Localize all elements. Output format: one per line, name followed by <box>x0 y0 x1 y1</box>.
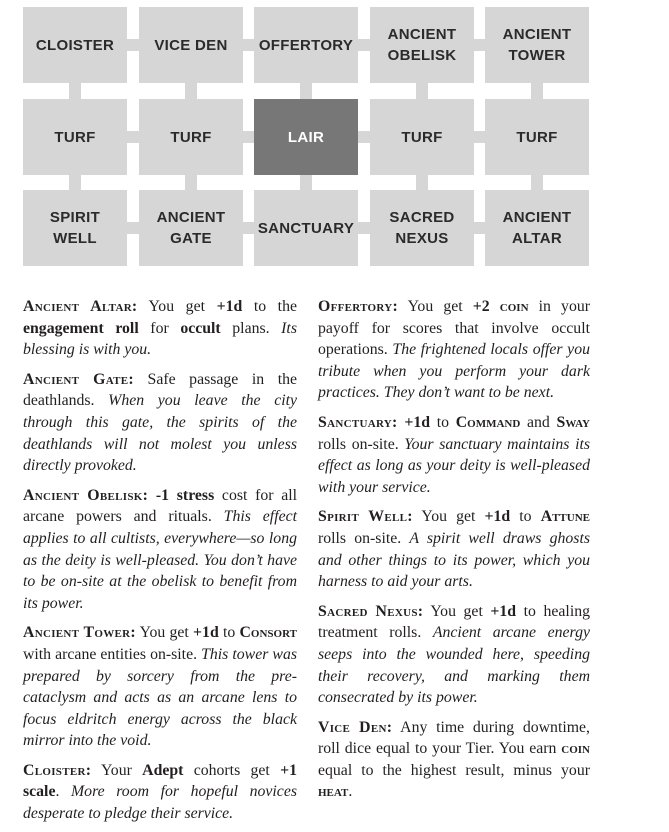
entry-ancient-obelisk <box>23 485 297 615</box>
entry-bold: engagement roll <box>23 319 139 337</box>
entry-bold: +2 <box>472 298 490 315</box>
entry-flavor: The frightened locals offer you tribute when you perform your dark practices. They don’t want to be next. <box>318 341 590 402</box>
connector <box>531 83 543 99</box>
claim-ancient-tower: ANCIENT TOWER <box>485 7 589 83</box>
claim-turf: TURF <box>139 99 243 175</box>
claim-turf: TURF <box>485 99 589 175</box>
entry-resource: coin <box>561 740 590 758</box>
entry-sanctuary <box>318 412 590 498</box>
entry-text <box>490 298 500 315</box>
entry-offertory <box>318 296 590 404</box>
entry-bold: occult <box>180 319 221 337</box>
claim-sanctuary: SANCTUARY <box>254 190 358 266</box>
entry-text: rolls on-site. <box>318 435 405 453</box>
entry-text: to healing treatment rolls. <box>318 602 590 642</box>
entry-term: Spirit Well: <box>318 508 413 526</box>
entry-term: Offertory: <box>318 298 399 315</box>
entry-text: . <box>348 783 353 801</box>
entry-bold: +1d <box>490 602 517 620</box>
connector <box>300 175 312 190</box>
claim-turf: TURF <box>370 99 474 175</box>
claim-spirit-well: SPIRIT WELL <box>23 190 127 266</box>
entry-text: You get <box>423 602 491 620</box>
connector <box>185 83 197 99</box>
entry-text: cohorts get <box>183 761 281 779</box>
entry-text: You get <box>412 508 485 526</box>
entry-resource: heat <box>318 783 349 801</box>
claim-turf: TURF <box>23 99 127 175</box>
connector <box>69 83 81 99</box>
entry-resource: coin <box>499 298 529 315</box>
entry-term: Sanctuary: <box>318 413 398 431</box>
claim-cloister: CLOISTER <box>23 7 127 83</box>
connector <box>185 175 197 190</box>
entry-action: Command <box>455 413 521 431</box>
entry-text: You get <box>137 298 217 315</box>
entry-text: . <box>55 783 72 801</box>
entry-text: with arcane entities on-site. <box>23 645 202 663</box>
entry-action: Sway <box>556 413 590 431</box>
claim-ancient-gate: ANCIENT GATE <box>139 190 243 266</box>
entry-ancient-altar <box>23 296 297 361</box>
entry-flavor: More room for hopeful novices desperate to pledge their service. <box>23 783 297 823</box>
entry-term: Vice Den: <box>318 718 393 736</box>
connector <box>300 83 312 99</box>
entry-text: cost for all arcane powers and rituals. <box>23 486 297 526</box>
entry-text: You get <box>398 298 473 315</box>
entry-spirit-well <box>318 506 590 592</box>
entry-text: in your payoff for scores that involve occult operations. <box>318 298 591 359</box>
entry-text: Safe passage in the deathlands. <box>23 370 297 410</box>
connector <box>531 175 543 190</box>
entry-flavor: This effect applies to all cultists, everywhere—so long as the deity is well-pleased. You don’t have to be on-site at the obelisk to benefit from its power. <box>23 508 297 612</box>
claim-ancient-altar: ANCIENT ALTAR <box>485 190 589 266</box>
claim-ancient-obelisk: ANCIENT OBELISK <box>370 7 474 83</box>
entry-text: and <box>520 413 557 431</box>
entry-vice-den <box>318 717 590 803</box>
connector <box>416 83 428 99</box>
connector <box>127 222 139 234</box>
entry-bold: +1 scale <box>23 761 297 801</box>
entry-text: to <box>218 624 240 642</box>
descriptions-right-column <box>318 296 590 811</box>
entry-text: rolls on-site. <box>318 529 410 547</box>
entry-term: Cloister: <box>23 761 92 779</box>
entry-flavor: A spirit well draws ghosts and other things to its power, which you harness to aid your arts. <box>318 529 590 591</box>
entry-text: plans. <box>220 319 282 337</box>
entry-term: Ancient Gate: <box>23 370 134 388</box>
connector <box>127 131 139 143</box>
entry-action: Consort <box>239 624 297 642</box>
entry-bold: -1 stress <box>155 486 215 504</box>
entry-sacred-nexus <box>318 601 590 709</box>
claim-offertory: OFFERTORY <box>254 7 358 83</box>
entry-term: Sacred Nexus: <box>318 602 424 620</box>
entry-text: for <box>138 319 181 337</box>
entry-bold: Adept <box>142 761 184 779</box>
entry-term: Ancient Tower: <box>23 624 136 642</box>
entry-bold: +1d <box>404 413 431 431</box>
connector <box>69 175 81 190</box>
entry-cloister <box>23 760 297 825</box>
entry-text: You get <box>135 624 194 642</box>
entry-term: Ancient Altar: <box>23 298 138 315</box>
connector <box>358 222 370 234</box>
entry-text: equal to the highest result, minus your <box>318 761 590 779</box>
entry-text <box>148 487 156 504</box>
entry-flavor: Its blessing is with you. <box>23 319 297 359</box>
entry-flavor: When you leave the city through this gate, the spirits of the deathlands will not molest you unless directly provoked. <box>23 392 298 475</box>
entry-bold: +1d <box>193 624 219 642</box>
entry-bold: +1d <box>484 508 511 526</box>
connector <box>127 39 139 51</box>
entry-text: to the <box>242 298 297 315</box>
claims-map <box>23 7 589 266</box>
entry-bold: +1d <box>216 298 243 315</box>
entry-term: Ancient Obelisk: <box>23 486 149 504</box>
entry-text: to <box>430 413 456 431</box>
entry-text: Your <box>91 761 143 779</box>
entry-text: to <box>510 508 541 526</box>
connector <box>416 175 428 190</box>
entry-flavor: Ancient arcane energy seeps into the wounded here, speeding their recovery, and marking them consecrated by its power. <box>318 624 590 707</box>
claim-lair: LAIR <box>254 99 358 175</box>
entry-action: Attune <box>540 508 590 526</box>
connector <box>358 39 370 51</box>
descriptions-left-column <box>23 296 297 832</box>
connector <box>358 131 370 143</box>
entry-text: Any time during downtime, roll dice equal to your Tier. You earn <box>318 718 590 758</box>
entry-ancient-tower <box>23 622 297 752</box>
entry-flavor: This tower was prepared by sorcery from the pre-cataclysm and acts as an arcane lens to focus eldritch energy across the black mirror into the void. <box>23 645 297 750</box>
claim-sacred-nexus: SACRED NEXUS <box>370 190 474 266</box>
claim-vice-den: VICE DEN <box>139 7 243 83</box>
entry-flavor: Your sanctuary maintains its effect as long as your deity is well-pleased with your service. <box>318 435 591 496</box>
entry-ancient-gate <box>23 369 297 477</box>
